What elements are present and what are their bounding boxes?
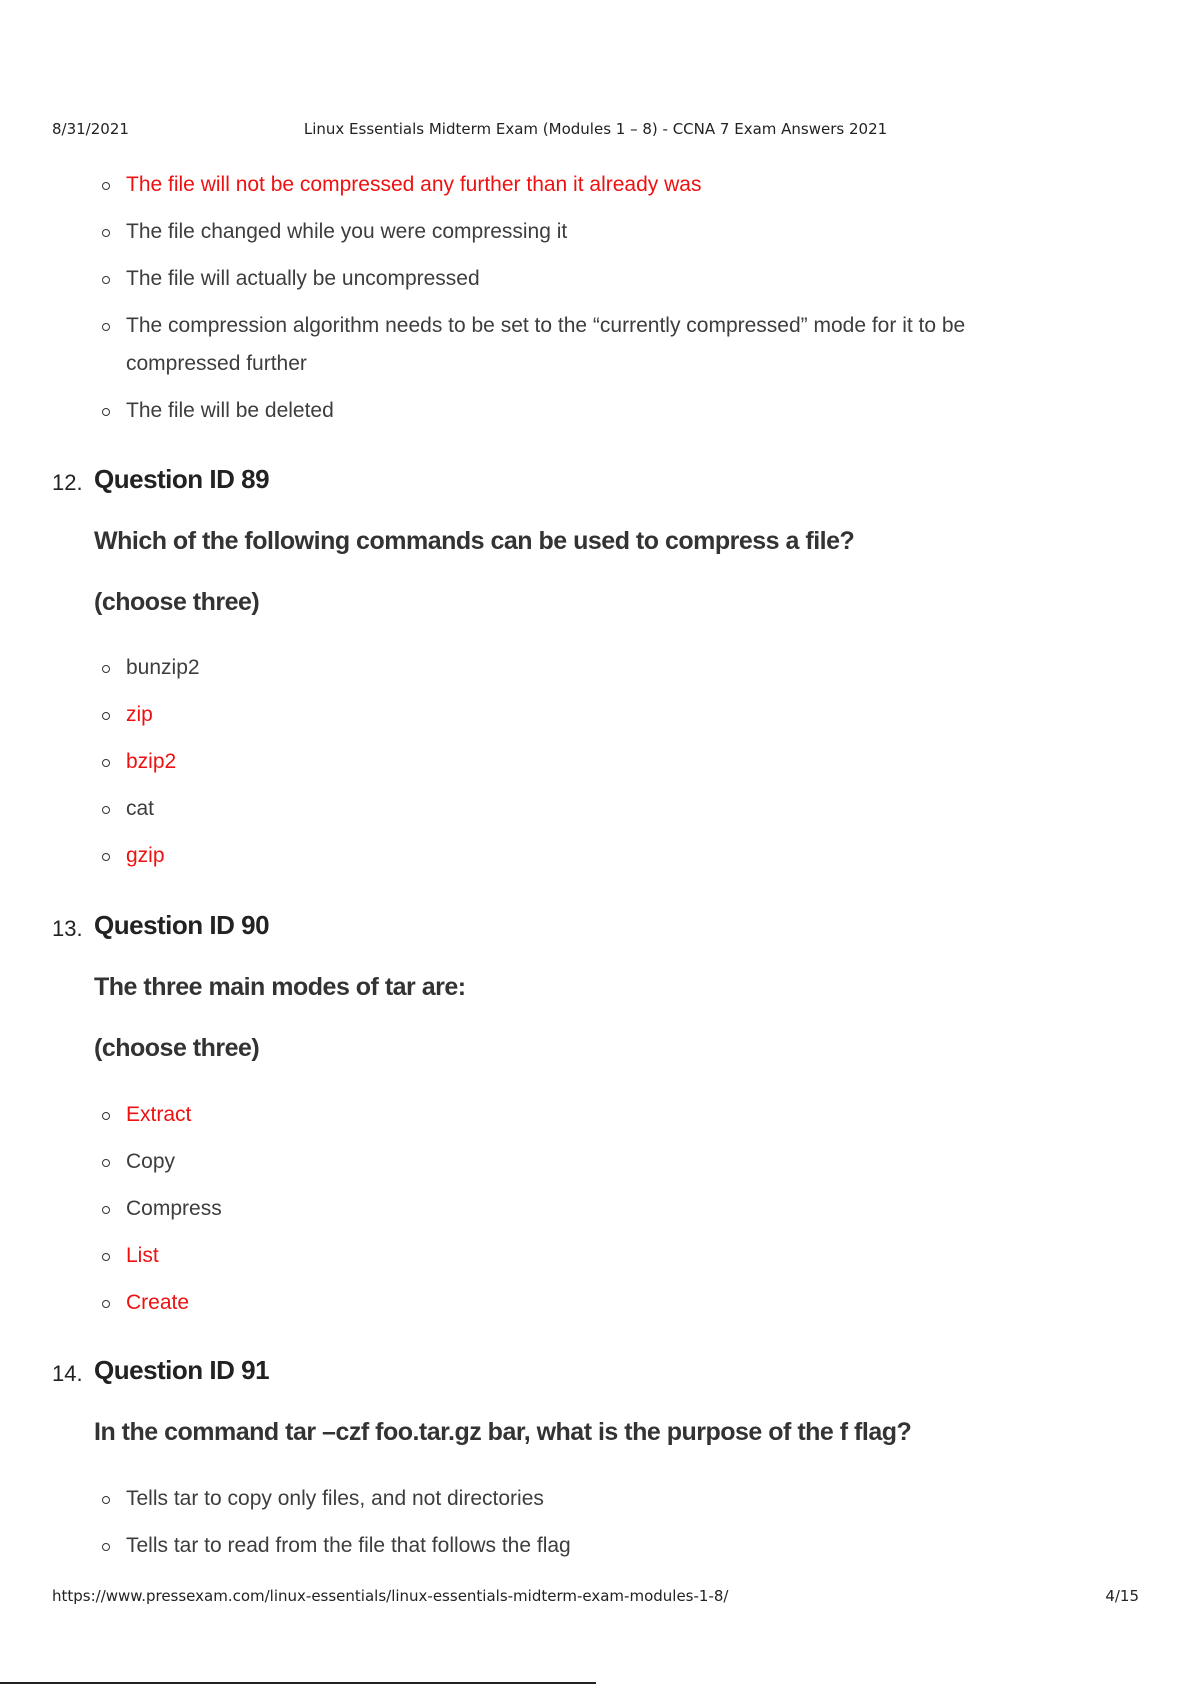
circle-bullet-icon: [102, 1206, 110, 1214]
option-item: Create: [98, 1284, 222, 1322]
option-item: The compression algorithm needs to be set to the “currently compressed” mode for it to be compressed further: [98, 307, 1078, 383]
option-item: cat: [98, 790, 200, 828]
option-item: The file will actually be uncompressed: [98, 260, 1078, 298]
question-text: Which of the following commands can be used to compress a file?: [94, 527, 855, 555]
question-text: In the command tar –czf foo.tar.gz bar, what is the purpose of the f flag?: [94, 1418, 912, 1446]
circle-bullet-icon: [102, 853, 110, 861]
circle-bullet-icon: [102, 323, 110, 331]
circle-bullet-icon: [102, 1300, 110, 1308]
circle-bullet-icon: [102, 712, 110, 720]
circle-bullet-icon: [102, 182, 110, 190]
option-item: zip: [98, 696, 200, 734]
circle-bullet-icon: [102, 665, 110, 673]
question-text: The three main modes of tar are:: [94, 973, 466, 1001]
circle-bullet-icon: [102, 806, 110, 814]
option-item: Copy: [98, 1143, 222, 1181]
option-item: Tells tar to copy only files, and not directories: [98, 1480, 571, 1518]
print-title: Linux Essentials Midterm Exam (Modules 1 – 8) - CCNA 7 Exam Answers 2021: [303, 120, 888, 138]
question-number: 12.: [52, 470, 83, 495]
circle-bullet-icon: [102, 1543, 110, 1551]
question-note: (choose three): [94, 1034, 260, 1062]
print-date: 8/31/2021: [52, 120, 129, 138]
question-options: [98, 649, 200, 884]
option-item: List: [98, 1237, 222, 1275]
question-number: 14.: [52, 1361, 83, 1386]
question-id: Question ID 90: [94, 910, 270, 940]
option-item: The file will be deleted: [98, 392, 1078, 430]
option-item: The file will not be compressed any further than it already was: [98, 166, 1078, 204]
option-item: Tells tar to read from the file that follows the flag: [98, 1527, 571, 1565]
question-id: Question ID 91: [94, 1355, 270, 1385]
divider: [0, 1682, 596, 1684]
option-item: bunzip2: [98, 649, 200, 687]
question-number: 13.: [52, 916, 83, 941]
circle-bullet-icon: [102, 229, 110, 237]
prev-question-options: [98, 166, 1078, 439]
circle-bullet-icon: [102, 276, 110, 284]
page-url: https://www.pressexam.com/linux-essentials/linux-essentials-midterm-exam-modules-1-8/: [52, 1587, 729, 1605]
question-options: [98, 1480, 571, 1574]
page-number: 4/15: [1105, 1587, 1139, 1605]
option-item: gzip: [98, 837, 200, 875]
question-options: [98, 1096, 222, 1331]
circle-bullet-icon: [102, 1496, 110, 1504]
circle-bullet-icon: [102, 759, 110, 767]
option-item: The file changed while you were compressing it: [98, 213, 1078, 251]
question-note: (choose three): [94, 588, 260, 616]
question-id: Question ID 89: [94, 464, 270, 494]
circle-bullet-icon: [102, 1253, 110, 1261]
circle-bullet-icon: [102, 1112, 110, 1120]
option-item: Compress: [98, 1190, 222, 1228]
circle-bullet-icon: [102, 1159, 110, 1167]
option-item: Extract: [98, 1096, 222, 1134]
option-item: bzip2: [98, 743, 200, 781]
circle-bullet-icon: [102, 408, 110, 416]
